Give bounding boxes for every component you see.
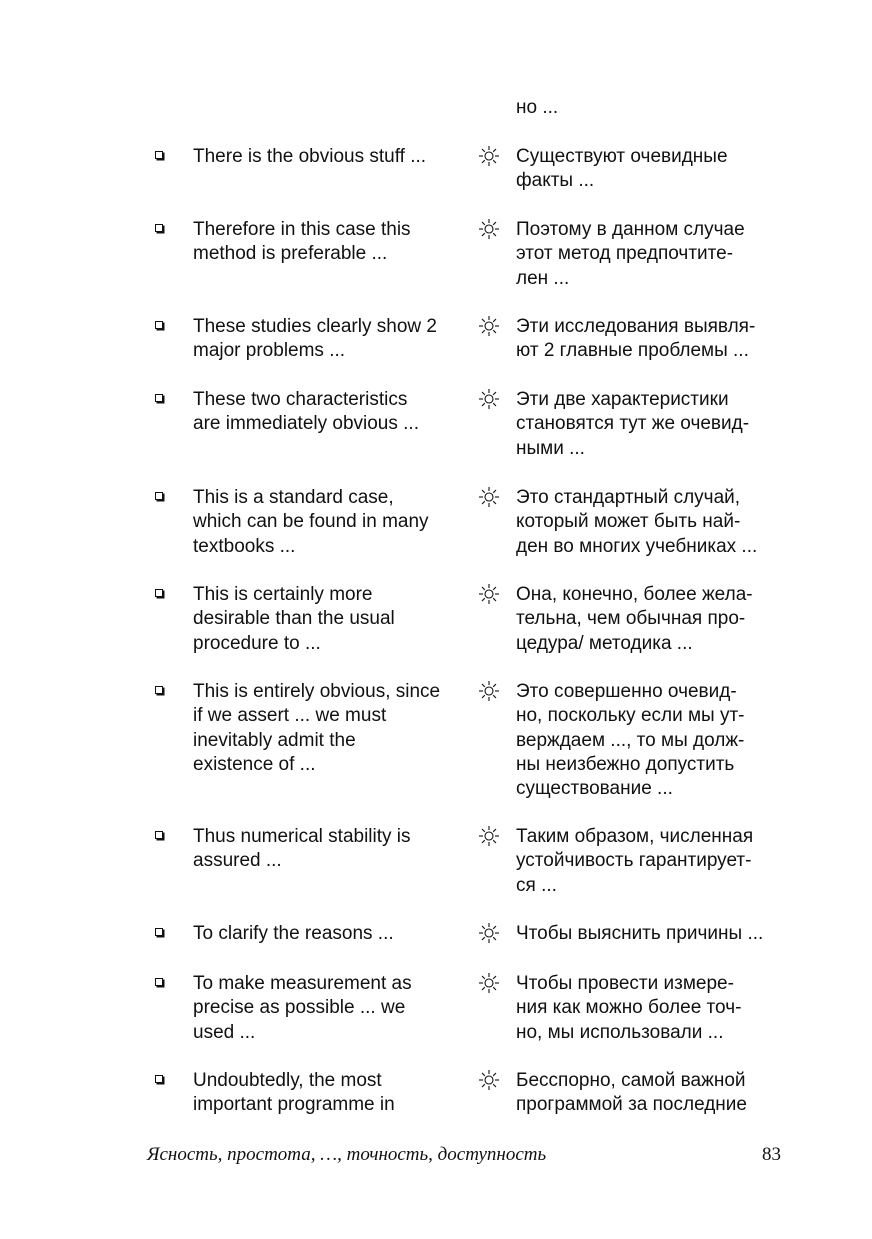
russian-phrase: Таким образом, численная устойчивость гарантирует- ся ... (516, 826, 754, 896)
russian-phrase: Бесспорно, самой важной программой за последние (516, 1070, 747, 1116)
checkbox-bullet-icon (155, 686, 163, 694)
checkbox-bullet-icon (155, 492, 163, 500)
checkbox-bullet-icon (155, 1075, 163, 1083)
english-phrase: To make measurement as precise as possible ... we used ... (193, 973, 412, 1043)
checkbox-bullet-icon (155, 151, 163, 159)
sun-icon (478, 388, 500, 410)
english-phrase: Therefore in this case this method is preferable ... (193, 219, 411, 265)
english-phrase: To clarify the reasons ... (193, 923, 394, 944)
sun-icon (478, 1069, 500, 1091)
checkbox-bullet-icon (155, 589, 163, 597)
sun-icon (478, 825, 500, 847)
english-phrase: These two characteristics are immediately obvious ... (193, 389, 419, 435)
sun-icon (478, 680, 500, 702)
sun-icon (478, 315, 500, 337)
russian-phrase: Эти исследования выявля- ют 2 главные проблемы ... (516, 316, 756, 362)
sun-icon (478, 486, 500, 508)
sun-icon (478, 972, 500, 994)
russian-phrase: Она, конечно, более жела- тельна, чем обычная про- цедура/ методика ... (516, 584, 753, 654)
russian-phrase: Чтобы провести измере- ния как можно более точ- но, мы использовали ... (516, 973, 742, 1043)
running-footer-title: Ясность, простота, …, точность, доступность (147, 1144, 547, 1165)
english-phrase: Undoubtedly, the most important programme in (193, 1070, 395, 1116)
english-phrase: These studies clearly show 2 major problems ... (193, 316, 437, 362)
continuation-text: но ... (516, 97, 559, 118)
checkbox-bullet-icon (155, 394, 163, 402)
russian-phrase: Существуют очевидные факты ... (516, 146, 728, 192)
english-phrase: There is the obvious stuff ... (193, 146, 427, 167)
checkbox-bullet-icon (155, 928, 163, 936)
checkbox-bullet-icon (155, 831, 163, 839)
russian-phrase: Чтобы выяснить причины ... (516, 923, 764, 944)
russian-phrase: Эти две характеристики становятся тут же очевид- ными ... (516, 389, 750, 459)
russian-phrase: Это совершенно очевид- но, поскольку если мы ут- верждаем ..., то мы долж- ны неизбежно допустить существование ... (516, 681, 745, 800)
checkbox-bullet-icon (155, 321, 163, 329)
sun-icon (478, 922, 500, 944)
page-number: 83 (762, 1144, 781, 1165)
checkbox-bullet-icon (155, 224, 163, 232)
english-phrase: This is entirely obvious, since if we assert ... we must inevitably admit the existence of ... (193, 681, 441, 775)
checkbox-bullet-icon (155, 978, 163, 986)
english-phrase: This is certainly more desirable than the usual procedure to ... (193, 584, 395, 654)
english-phrase: This is a standard case, which can be found in many textbooks ... (193, 487, 429, 557)
russian-phrase: Это стандартный случай, который может быть най- ден во многих учебниках ... (516, 487, 758, 557)
english-phrase: Thus numerical stability is assured ... (193, 826, 411, 872)
sun-icon (478, 145, 500, 167)
sun-icon (478, 583, 500, 605)
sun-icon (478, 218, 500, 240)
russian-phrase: Поэтому в данном случае этот метод предпочтите- лен ... (516, 219, 745, 289)
